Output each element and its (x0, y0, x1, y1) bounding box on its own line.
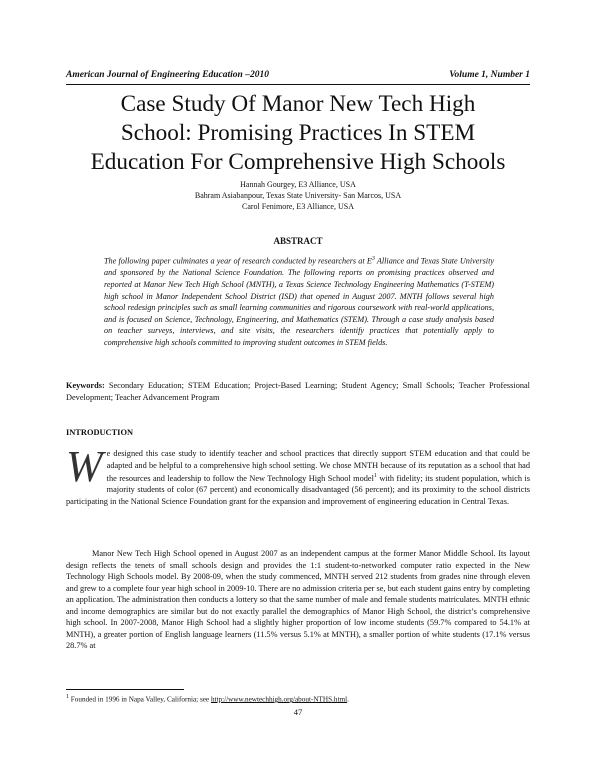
keywords-text: Secondary Education; STEM Education; Project-Based Learning; Student Agency; Small Schools; Teacher Professional Development; Teacher Advancement Program (66, 381, 530, 402)
title-line: Case Study Of Manor New Tech High (120, 91, 476, 117)
intro-paragraph-1: We designed this case study to identify teacher and school practices that directly support STEM education and that could be adapted and be helpful to a comprehensive high school setting. We chose MNTH because of its reputation as a school that had the resources and leadership to follow the New Technology High School model$^1$ with fidelity; its student population, which is majority students of color (67 percent) and economically disadvantaged (56 percent); and its proximity to the school districts participating in the National Science Foundation grant for the expansion and improvement of engineering education in Central Texas. (66, 442, 530, 506)
author: Bahram Asiabanpour, Texas State University- San Marcos, USA (194, 191, 402, 200)
drop-cap: W (66, 442, 103, 491)
header-rule (66, 84, 530, 85)
section-heading-introduction: INTRODUCTION (66, 428, 134, 437)
footnote: $^1$ Founded in 1996 in Napa Valley, California; see http://www.newtechhigh.org/about-NTHS.html. (66, 694, 349, 704)
volume-number: Volume 1, Number 1 (449, 70, 530, 80)
paper-title (66, 90, 530, 177)
author: Hannah Gourgey, E3 Alliance, USA (240, 180, 356, 189)
keywords (66, 380, 530, 403)
title-line: School: Promising Practices In STEM (120, 120, 476, 146)
footnote-link[interactable]: http://www.newtechhigh.org/about-NTHS.html (210, 695, 348, 704)
footnote-rule (66, 689, 184, 690)
page-number: 47 (293, 707, 303, 717)
keywords-label: Keywords: (66, 381, 105, 390)
abstract-text: The following paper culminates a year of research conducted by researchers at $E^3$ Alliance and Texas State University and sponsored by the National Science Foundation. The following reports on promising practices observed and reported at Manor New Tech High School (MNTH), a Texas Science Technology Engineering Mathematics (T-STEM) high school in Manor Independent School District (ISD) that opened in August 2007. MNTH follows several high school redesign principles such as small learning communities and rigorous coursework with real-world applications, and is focused on Science, Technology, Engineering, and Mathematics (STEM). Through a case study analysis based on teacher surveys, interviews, and site visits, the researchers identify practices that potentially apply to comprehensive high schools committed to improving student outcomes in STEM fields. (104, 256, 494, 347)
title-line: Education For Comprehensive High Schools (90, 149, 506, 175)
author: Carol Fenimore, E3 Alliance, USA (242, 202, 354, 211)
intro-paragraph-2: Manor New Tech High School opened in August 2007 as an independent campus at the former Manor Middle School. Its layout design reflects the tenets of small schools design and provides the 1:1 student-to-networked computer ratio expected in the New Technology High Schools model. By 2008-09, when the study commenced, MNTH served 212 students from grades nine through eleven and grew to a complete four year high school in 2009-10. There are no admission criteria per se, but each student gains entry by completing an application. The administration then conducts a lottery so that the same number of male and female students matriculates. MNTH ethnic and income demographics are similar but do not exactly parallel the demographics of Manor High School, the district’s comprehensive high school. In 2007-2008, Manor High School had a slightly higher proportion of low income students (59.7% compared to 54.1% at MNTH), a greater portion of English language learners (11.5% versus 5.1% at MNTH), a smaller portion of white students (17.1% versus 28.7% at (66, 549, 530, 650)
footnote-ref[interactable]: 1 (373, 473, 377, 479)
running-header (66, 70, 530, 84)
abstract-heading: ABSTRACT (273, 236, 323, 246)
journal-name: American Journal of Engineering Education –2010 (66, 70, 269, 80)
author-list (66, 179, 530, 212)
